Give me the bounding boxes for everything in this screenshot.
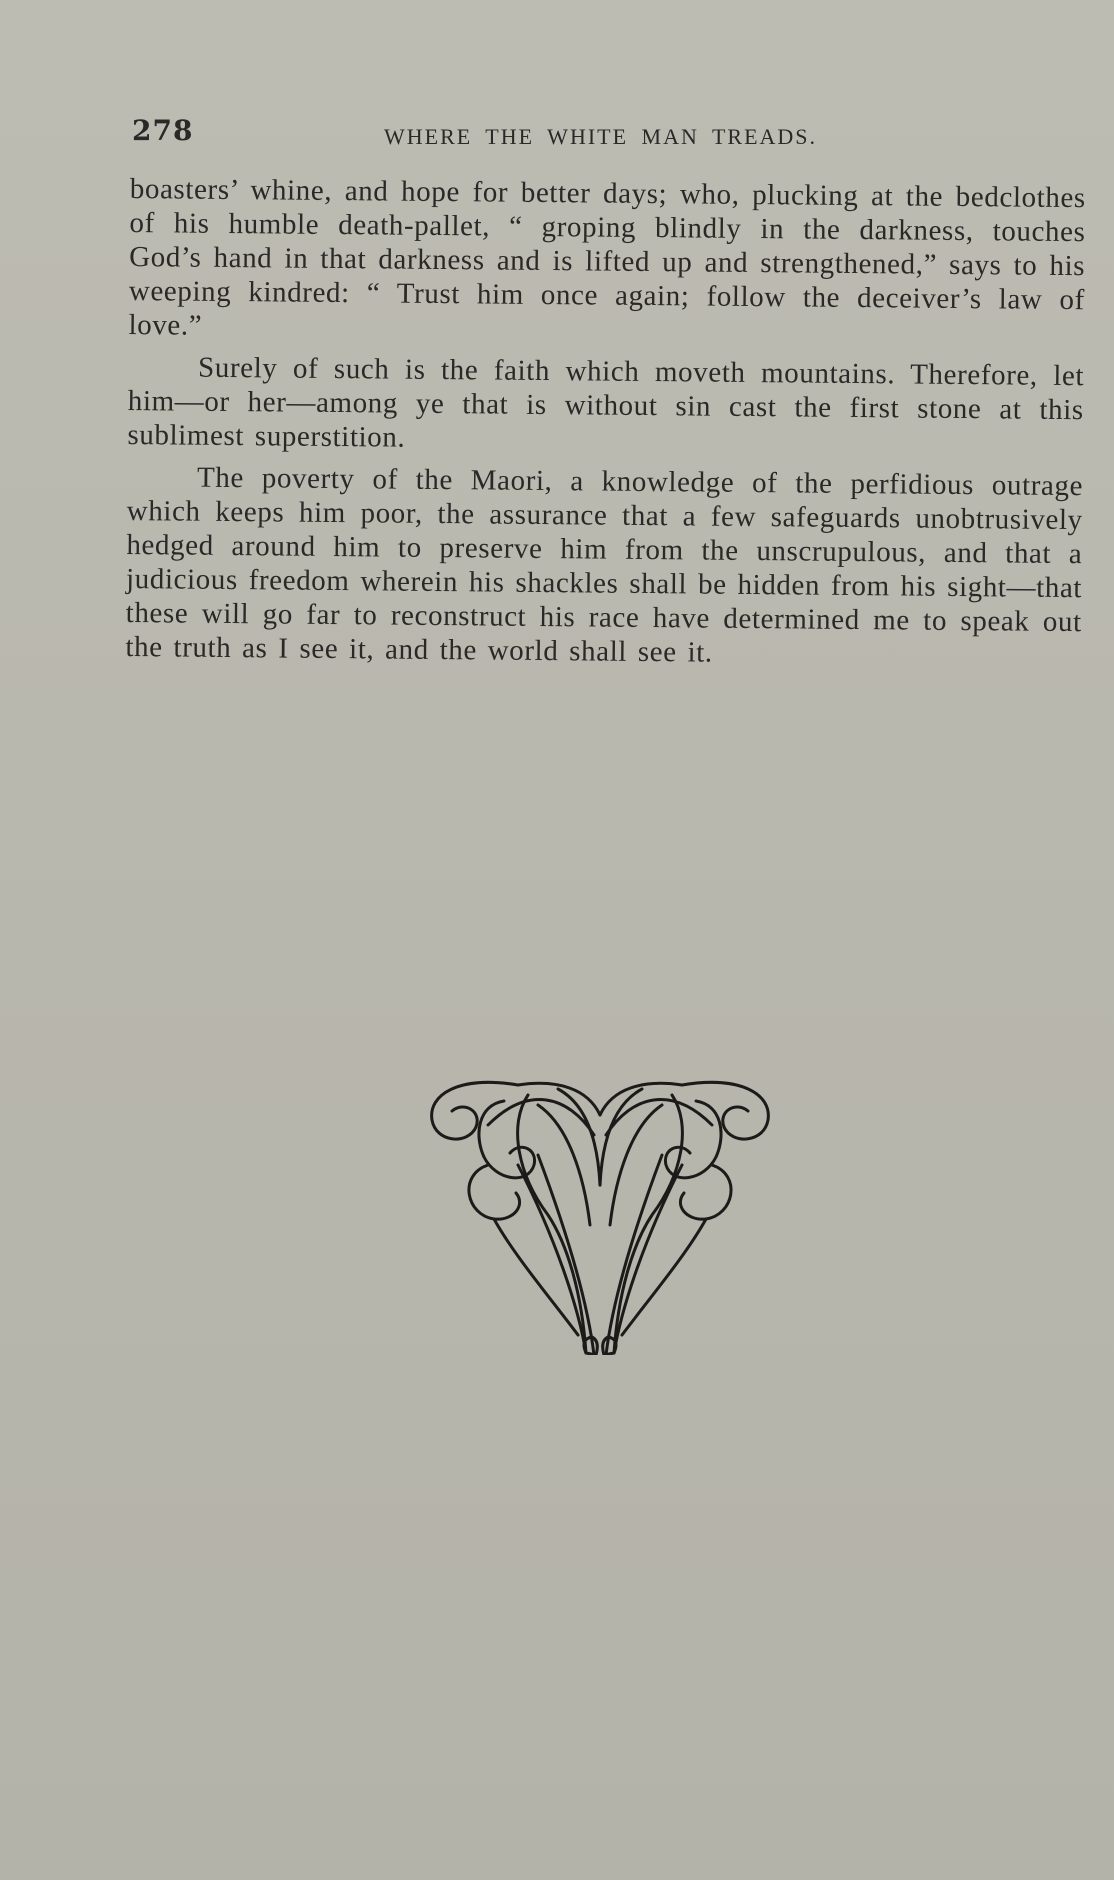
paragraph: The poverty of the Maori, a knowledge of the perfidious outrage which keeps him poor, the assurance that a few safeguards unobtrusively hedged around him to preserve him from the unscrupulous, and that a judicious freedom wherein his shackles shall be hidden from his sight—that these will go far to reconstruct his race have determined me to speak out the truth as I see it, and the world shall see it. (125, 461, 1084, 669)
paragraph-continuation: boasters’ whine, and hope for better days; who, plucking at the bedclothes of his humble death-pallet, “ groping blindly in the darkness, touches God’s hand in that darkness and is lifted up and strengthened,” says to his weeping kindred: “ Trust him once again; follow the deceiver’s law of love.” (128, 172, 1086, 342)
running-title: WHERE THE WHITE MAN TREADS. (384, 124, 818, 149)
page-number: 278 (132, 114, 194, 147)
body-text (125, 172, 1086, 681)
maori-scroll-ornament-icon (418, 1065, 782, 1355)
page-header (132, 112, 1082, 152)
paragraph: Surely of such is the faith which moveth mountains. Therefore, let him—or her—among ye that is without sin cast the first stone at this sublimest superstition. (127, 351, 1085, 454)
